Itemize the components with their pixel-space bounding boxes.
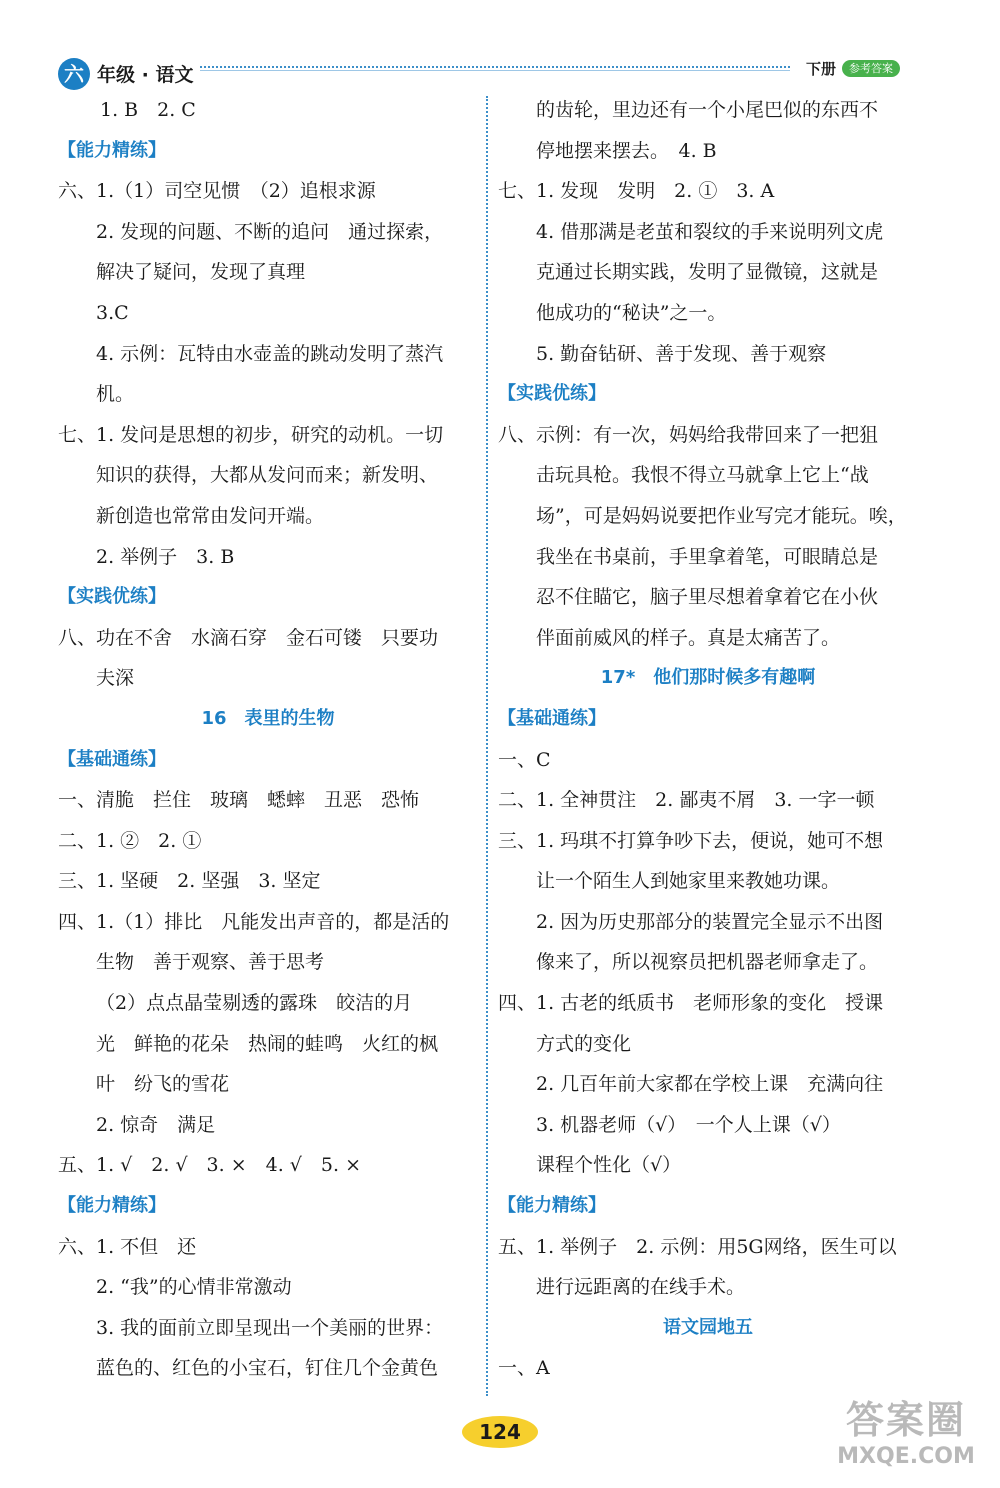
answer-line: 一、A xyxy=(498,1357,550,1380)
answer-line: 他成功的“秘诀”之一。 xyxy=(536,301,727,324)
answer-line: 3. 机器老师（√） 一个人上课（√） xyxy=(536,1113,841,1136)
answer-line: 生物 善于观察、善于思考 xyxy=(96,951,325,974)
answer-line: 一、清脆 拦住 玻璃 蟋蟀 丑恶 恐怖 xyxy=(58,789,420,812)
answer-line: 忍不住瞄它，脑子里尽想着拿着它在小伙 xyxy=(536,586,879,609)
left-column xyxy=(58,90,478,1389)
answer-line: 方式的变化 xyxy=(536,1032,632,1055)
answer-line: 三、1. 坚硬 2. 坚强 3. 坚定 xyxy=(58,870,321,893)
answer-line: 像来了，所以视察员把机器老师拿走了。 xyxy=(536,951,879,974)
lesson-title: 17* 他们那时候多有趣啊 xyxy=(600,667,816,689)
section-heading: 【基础通练】 xyxy=(58,748,166,770)
answer-line: 2. 几百年前大家都在学校上课 充满向往 xyxy=(536,1073,884,1096)
answer-line: 八、功在不舍 水滴石穿 金石可镂 只要功 xyxy=(58,626,439,649)
answer-key-badge: 参考答案 xyxy=(842,60,900,77)
section-heading: 【实践优练】 xyxy=(58,586,166,608)
answer-line: 四、1.（1）排比 凡能发出声音的，都是活的 xyxy=(58,910,450,933)
answer-line: 七、1. 发问是思想的初步，研究的动机。一切 xyxy=(58,423,444,446)
answer-line: 知识的获得，大都从发问而来；新发明、 xyxy=(96,464,439,487)
lesson-title: 16 表里的生物 xyxy=(201,707,335,729)
answer-line: 二、1. ② 2. ① xyxy=(58,829,202,852)
section-heading: 【能力精练】 xyxy=(498,1195,606,1217)
page-header xyxy=(0,0,1000,90)
answer-line: 击玩具枪。我恨不得立马就拿上它上“战 xyxy=(536,464,869,487)
answer-line: 八、示例：有一次，妈妈给我带回来了一把狙 xyxy=(498,423,879,446)
answer-line: 场”，可是妈妈说要把作业写完才能玩。唉， xyxy=(536,504,907,527)
watermark-logo xyxy=(826,1396,986,1486)
right-column xyxy=(498,90,918,1389)
answer-line: 进行远距离的在线手术。 xyxy=(536,1276,746,1299)
answer-line: 的齿轮，里边还有一个小尾巴似的东西不 xyxy=(536,99,879,121)
answer-line: 机。 xyxy=(96,383,135,406)
header-dotted-rule xyxy=(200,66,790,68)
answer-line: 解决了疑问，发现了真理 xyxy=(96,261,306,284)
answer-line: 1. B 2. C xyxy=(100,99,196,121)
answer-line: 叶 纷飞的雪花 xyxy=(96,1073,230,1096)
answer-line: 4. 示例：瓦特由水壶盖的跳动发明了蒸汽 xyxy=(96,342,444,365)
answer-line: 蓝色的、红色的小宝石，钉住几个金黄色 xyxy=(96,1357,439,1380)
lesson-title: 语文园地五 xyxy=(663,1316,753,1338)
section-heading: 【能力精练】 xyxy=(58,1195,166,1217)
answer-line: 六、1.（1）司空见惯 （2）追根求源 xyxy=(58,180,376,203)
section-heading: 【基础通练】 xyxy=(498,707,606,729)
answer-line: 2. “我”的心情非常激动 xyxy=(96,1276,292,1299)
grade-badge: 六 xyxy=(58,58,90,90)
answer-line: 2. 因为历史那部分的装置完全显示不出图 xyxy=(536,910,884,933)
answer-line: 光 鲜艳的花朵 热闹的蛙鸣 火红的枫 xyxy=(96,1032,439,1055)
answer-line: 3. 我的面前立即呈现出一个美丽的世界： xyxy=(96,1316,444,1339)
column-divider xyxy=(486,96,488,1396)
answer-line: 2. 发现的问题、不断的追问 通过探索， xyxy=(96,220,444,243)
answer-line: 新创造也常常由发问开端。 xyxy=(96,504,325,527)
answer-line: 夫深 xyxy=(96,667,135,690)
answer-line: 克通过长期实践，发明了显微镜，这就是 xyxy=(536,261,879,284)
answer-line: 五、1. 举例子 2. 示例：用5G网络，医生可以 xyxy=(498,1235,897,1258)
watermark-title: 答案圈 xyxy=(845,1398,966,1442)
section-heading: 【实践优练】 xyxy=(498,383,606,405)
answer-line: 让一个陌生人到她家里来教她功课。 xyxy=(536,870,841,893)
answer-line: 三、1. 玛琪不打算争吵下去，便说，她可不想 xyxy=(498,829,884,852)
answer-line: 七、1. 发现 发明 2. ① 3. A xyxy=(498,180,775,203)
answer-line: 二、1. 全神贯注 2. 鄙夷不屑 3. 一字一顿 xyxy=(498,789,875,812)
answer-line: 四、1. 古老的纸质书 老师形象的变化 授课 xyxy=(498,992,884,1015)
watermark-url: MXQE.COM xyxy=(837,1444,975,1469)
header-solid-rule xyxy=(200,70,790,71)
answer-line: 4. 借那满是老茧和裂纹的手来说明列文虎 xyxy=(536,220,884,243)
answer-line: 课程个性化（√） xyxy=(536,1154,682,1177)
page-number: 124 xyxy=(462,1416,538,1448)
answer-line: 5. 勤奋钻研、善于发现、善于观察 xyxy=(536,342,827,365)
answer-line: 我坐在书桌前，手里拿着笔，可眼睛总是 xyxy=(536,545,879,568)
answer-line: 2. 惊奇 满足 xyxy=(96,1113,216,1136)
grade-subject-label: 年级 · 语文 xyxy=(97,64,194,86)
answer-line: 伴面前威风的样子。真是太痛苦了。 xyxy=(536,626,841,649)
answer-line: 六、1. 不但 还 xyxy=(58,1235,197,1258)
answer-line: （2）点点晶莹剔透的露珠 皎洁的月 xyxy=(96,992,413,1015)
answer-line: 停地摆来摆去。 4. B xyxy=(536,139,717,162)
answer-line: 五、1. √ 2. √ 3. × 4. √ 5. × xyxy=(58,1154,361,1177)
answer-line: 一、C xyxy=(498,748,551,771)
booklet-label: 下册 xyxy=(806,60,837,78)
answer-line: 2. 举例子 3. B xyxy=(96,545,235,568)
section-heading: 【能力精练】 xyxy=(58,139,166,161)
answer-line: 3.C xyxy=(96,301,129,324)
